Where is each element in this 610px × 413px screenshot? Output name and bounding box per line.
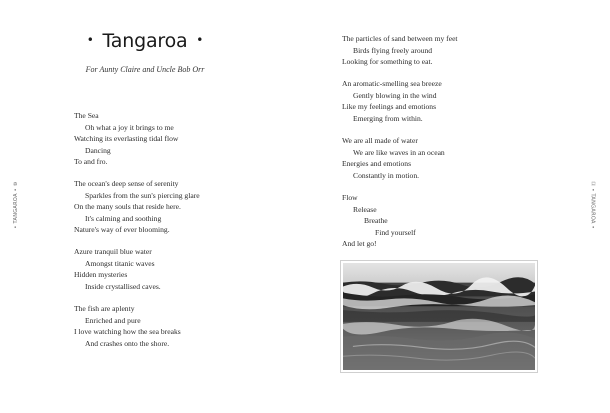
poem-line: Inside crystallised caves.: [85, 281, 161, 291]
poem-line: I love watching how the sea breaks: [74, 327, 181, 336]
poem-line: The Sea: [74, 111, 99, 120]
right-side-label: ⑪ • TANGAROA •: [589, 181, 596, 229]
poem-line: Nature's way of ever blooming.: [74, 225, 170, 234]
poem-line: It's calming and soothing: [85, 213, 162, 223]
right-page: [305, 0, 610, 413]
poem-line: Like my feelings and emotions: [342, 102, 437, 111]
poem-line: Enriched and pure: [85, 315, 141, 325]
poem-line: The fish are aplenty: [74, 304, 135, 313]
poem-line: The particles of sand between my feet: [342, 34, 458, 43]
stanza-3: [74, 246, 161, 292]
title-ornament-left: •: [86, 33, 94, 47]
poem-line: Birds flying freely around: [353, 45, 433, 55]
poem-line: Amongst titanic waves: [85, 258, 155, 268]
poem-line: The ocean's deep sense of serenity: [74, 179, 179, 188]
poem-line: On the many souls that reside here.: [74, 202, 181, 211]
stanza-1: [74, 110, 178, 168]
poem-line: We are like waves in an ocean: [353, 147, 445, 157]
poem-line: We are all made of water: [342, 136, 418, 145]
title-ornament-right: •: [196, 33, 204, 47]
poem-line: Release: [353, 204, 377, 214]
poem-line: To and fro.: [74, 157, 108, 166]
poem-line: Find yourself: [375, 227, 416, 237]
poem-line: And let go!: [342, 239, 377, 248]
poem-title: [0, 30, 290, 52]
poem-line: Energies and emotions: [342, 159, 412, 168]
stanza-4: [74, 303, 181, 349]
left-side-label: • TANGAROA • ⑩: [13, 181, 19, 229]
ocean-waves-photo: [340, 260, 538, 373]
stanza-6: [342, 78, 442, 124]
poem-line: Gently blowing in the wind: [353, 90, 437, 100]
poem-line: Azure tranquil blue water: [74, 247, 152, 256]
poem-line: Watching its everlasting tidal flow: [74, 134, 179, 143]
poem-line: Sparkles from the sun's piercing glare: [85, 190, 200, 200]
stanza-5: [342, 33, 458, 68]
poem-line: An aromatic-smelling sea breeze: [342, 79, 442, 88]
poem-line: Flow: [342, 193, 358, 202]
stanza-8: [342, 192, 416, 250]
title-text: Tangaroa: [102, 30, 188, 52]
ocean-waves-image: [343, 263, 535, 370]
poem-line: Dancing: [85, 145, 111, 155]
poem-line: And crashes onto the shore.: [85, 338, 170, 348]
poem-line: Breathe: [364, 216, 388, 225]
poem-line: Constantly in motion.: [353, 170, 420, 180]
poem-line: Oh what a joy it brings to me: [85, 122, 174, 132]
stanza-7: [342, 135, 445, 181]
poem-line: Hidden mysteries: [74, 270, 128, 279]
poem-line: Looking for something to eat.: [342, 57, 433, 66]
poem-line: Emerging from within.: [353, 113, 423, 123]
dedication: For Aunty Claire and Uncle Bob Orr: [85, 65, 205, 74]
stanza-2: [74, 178, 200, 236]
